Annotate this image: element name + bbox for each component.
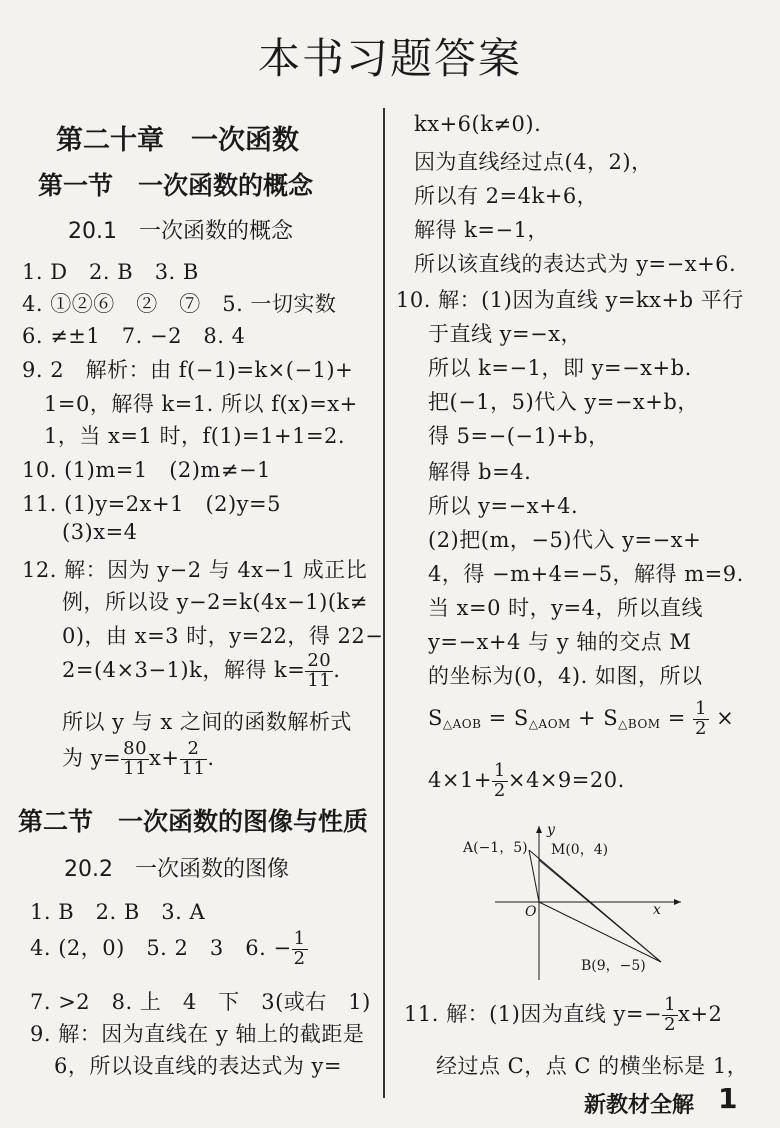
subsection-heading-1: 20.1 一次函数的概念 bbox=[68, 219, 293, 244]
fraction: $\frac{80}{11}$ bbox=[123, 738, 148, 779]
answer-line: 10. (1)m=1 (2)m≠−1 bbox=[22, 458, 271, 482]
answer-line-fraction: 4. (2，0) 5. 2 3 6. − $\frac{1}{2}$ bbox=[30, 928, 306, 969]
point-M-label: M(0，4) bbox=[551, 842, 609, 858]
answer-line: 所以 y 与 x 之间的函数解析式 bbox=[62, 710, 352, 734]
answer-line: 12. 解：因为 y−2 与 4x−1 成正比 bbox=[22, 558, 368, 582]
subsection-heading-2: 20.2 一次函数的图像 bbox=[64, 857, 289, 882]
point-A-label: A(−1，5) bbox=[463, 840, 528, 856]
answer-line: y=−x+4 与 y 轴的交点 M bbox=[428, 630, 692, 654]
chapter-heading: 第二十章 一次函数 bbox=[56, 125, 299, 156]
answer-line: 1. D 2. B 3. B bbox=[22, 260, 199, 284]
answer-line: 解得 b=4. bbox=[428, 460, 532, 484]
answer-line: (2)把(m，−5)代入 y=−x+ bbox=[428, 528, 702, 552]
fraction: $\frac{1}{2}$ bbox=[664, 994, 677, 1035]
fraction: $\frac{20}{11}$ bbox=[307, 650, 332, 691]
column-divider bbox=[383, 108, 385, 1098]
answer-line: 得 5=−(−1)+b， bbox=[428, 424, 610, 448]
fraction: $\frac{2}{11}$ bbox=[181, 738, 206, 779]
coordinate-graph bbox=[455, 812, 685, 982]
answer-line: 所以 k=−1，即 y=−x+b. bbox=[428, 356, 692, 380]
x-axis-label: x bbox=[653, 902, 661, 918]
answer-line-fraction: 2=(4×3−1)k，解得 k= $\frac{20}{11}$ . bbox=[62, 650, 341, 691]
answer-line-fraction: 11. 解：(1)因为直线 y=− $\frac{1}{2}$ x+2 bbox=[404, 994, 723, 1035]
answer-line: 所以 y=−x+4. bbox=[428, 494, 579, 518]
answer-line: 当 x=0 时，y=4，所以直线 bbox=[428, 596, 703, 620]
answer-line: 7. >2 8. 上 4 下 3(或右 1) bbox=[30, 990, 371, 1014]
answer-line: 4. ①②⑥ ② ⑦ 5. 一切实数 bbox=[22, 292, 337, 316]
answer-line: 0)，由 x=3 时，y=22，得 22− bbox=[62, 624, 384, 648]
answer-line: 所以有 2=4k+6， bbox=[414, 184, 599, 208]
point-B-label: B(9，−5) bbox=[581, 958, 646, 974]
answer-line: 例，所以设 y−2=k(4x−1)(k≠ bbox=[62, 590, 368, 614]
y-axis-label: y bbox=[547, 822, 555, 838]
answer-line: 1. B 2. B 3. A bbox=[30, 900, 206, 924]
section-heading-1: 第一节 一次函数的概念 bbox=[38, 171, 314, 200]
page-number: 1 bbox=[718, 1082, 738, 1115]
answer-line: 6，所以设直线的表达式为 y= bbox=[54, 1054, 342, 1078]
answer-line: 9. 解：因为直线在 y 轴上的截距是 bbox=[30, 1022, 365, 1046]
answer-line-fraction: 4×1+ $\frac{1}{2}$ ×4×9=20. bbox=[428, 760, 625, 801]
answer-line: 10. 解：(1)因为直线 y=kx+b 平行 bbox=[396, 288, 744, 312]
section-heading-2: 第二节 一次函数的图像与性质 bbox=[18, 807, 369, 836]
answer-line: 解得 k=−1， bbox=[414, 218, 549, 242]
answer-line-fraction: 为 y= $\frac{80}{11}$ x+ $\frac{2}{11}$ . bbox=[62, 738, 215, 779]
answer-line: 9. 2 解析：由 f(−1)=k×(−1)+ bbox=[22, 358, 354, 382]
answer-line: 11. (1)y=2x+1 (2)y=5 bbox=[22, 492, 282, 516]
answer-line: 的坐标为(0，4). 如图，所以 bbox=[428, 664, 703, 688]
answer-line: kx+6(k≠0). bbox=[414, 112, 542, 136]
answer-line: 6. ≠±1 7. −2 8. 4 bbox=[22, 324, 246, 348]
y-axis-arrow bbox=[536, 826, 542, 833]
answer-line: 4，得 −m+4=−5，解得 m=9. bbox=[428, 562, 744, 586]
origin-label: O bbox=[525, 904, 537, 920]
answer-line: 于直线 y=−x， bbox=[428, 322, 583, 346]
x-axis-arrow bbox=[674, 899, 681, 905]
answer-line: 所以该直线的表达式为 y=−x+6. bbox=[414, 252, 737, 276]
fraction: $\frac{1}{2}$ bbox=[695, 698, 707, 739]
answer-line: 1=0，解得 k=1. 所以 f(x)=x+ bbox=[44, 392, 358, 416]
answer-line: (3)x=4 bbox=[62, 520, 138, 544]
answer-line: 因为直线经过点(4，2)， bbox=[414, 150, 653, 174]
answer-line: 经过点 C，点 C 的横坐标是 1， bbox=[436, 1054, 749, 1078]
fraction: $\frac{1}{2}$ bbox=[293, 928, 306, 969]
fraction: $\frac{1}{2}$ bbox=[493, 760, 506, 801]
answer-line: 1，当 x=1 时，f(1)=1+1=2. bbox=[44, 424, 346, 448]
area-equation: $S_{\triangle AOB} = S_{\triangle AOM} + S_{\triangle BOM}$ = $\frac{1}{2}$ × bbox=[428, 698, 735, 739]
answer-line: 把(−1，5)代入 y=−x+b， bbox=[428, 390, 699, 414]
page-title: 本书习题答案 bbox=[257, 34, 522, 83]
book-name: 新教材全解 bbox=[584, 1093, 695, 1118]
